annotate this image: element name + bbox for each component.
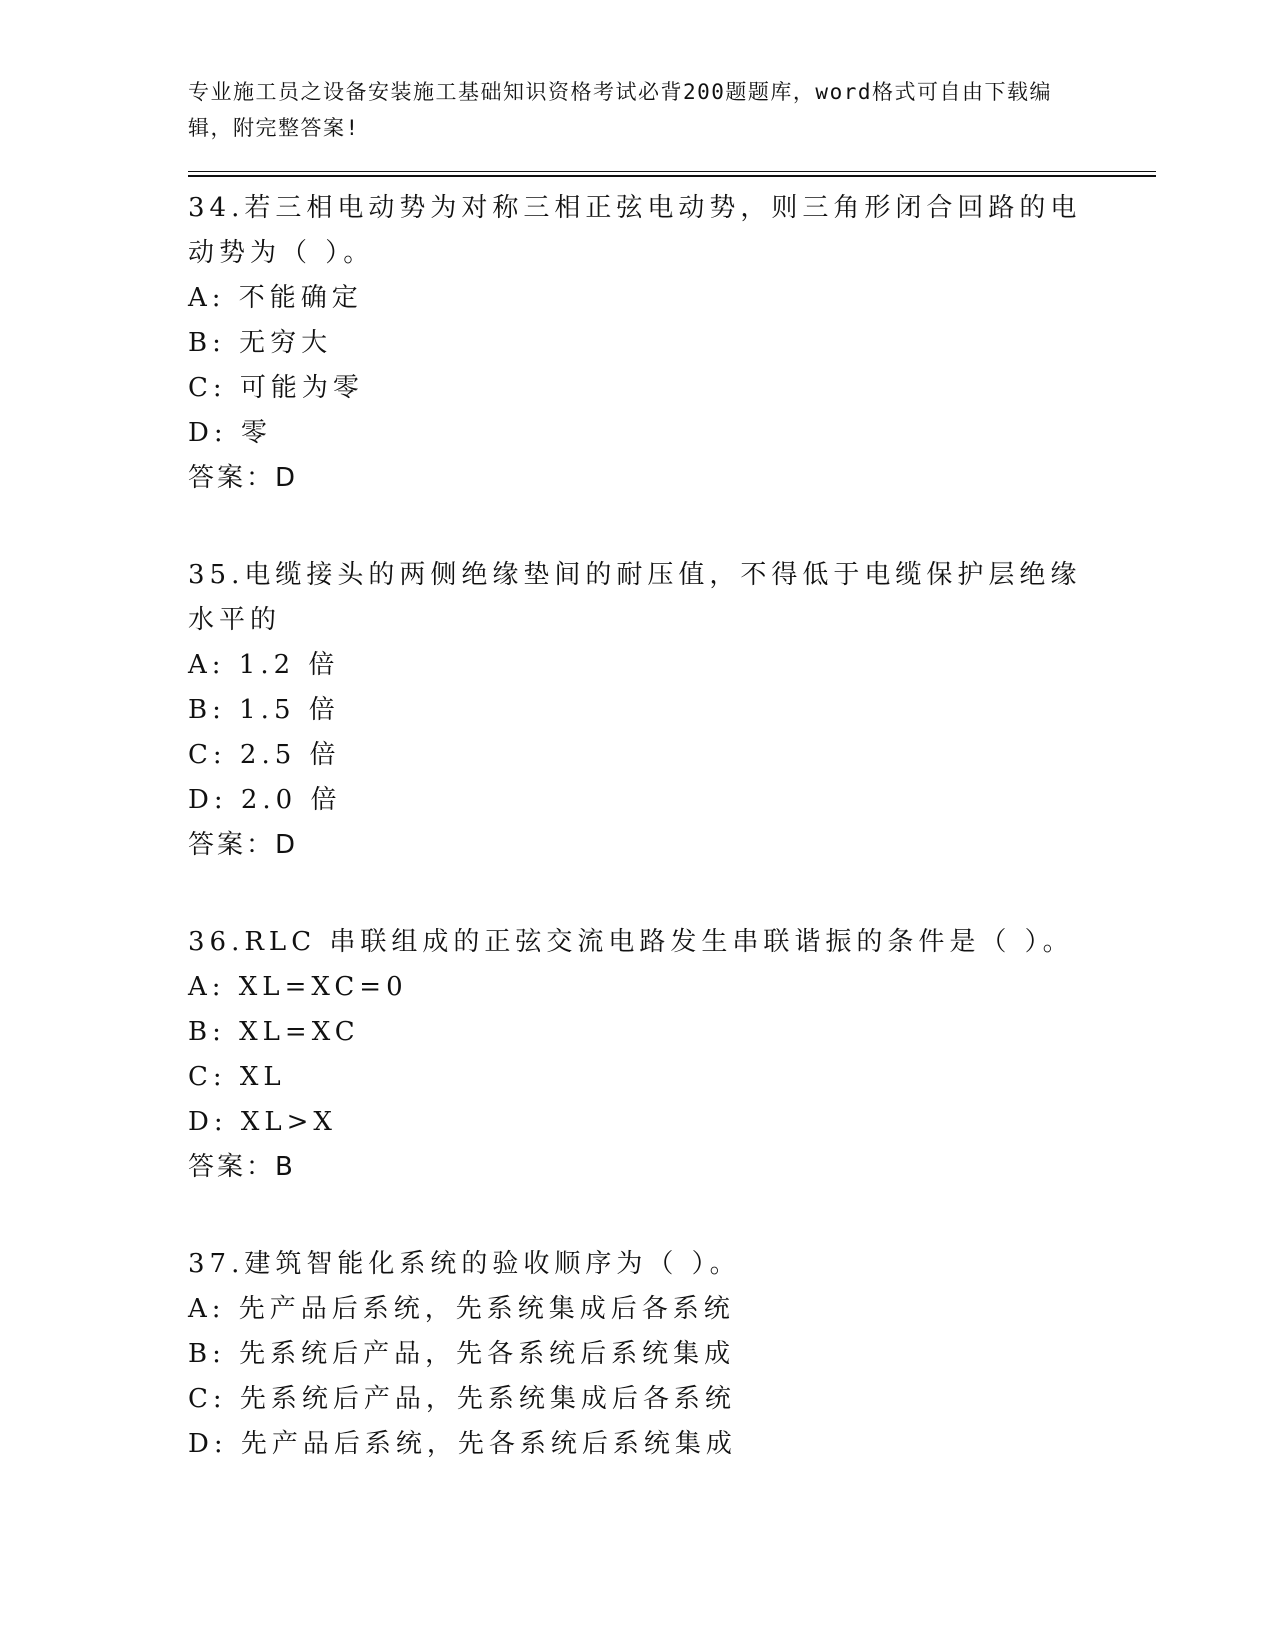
option-c: C: 2.5 倍 [188,740,341,770]
option-c: C: 先系统后产品，先系统集成后各系统 [188,1384,736,1414]
option-d: D: 2.0 倍 [188,785,342,815]
option-d: D: 先产品后系统，先各系统后系统集成 [188,1429,737,1459]
option-a: A: 先产品后系统，先系统集成后各系统 [188,1294,735,1324]
option-d: D: XL>X [188,1107,337,1137]
option-b: B: 无穷大 [188,328,333,358]
option-a: A: 不能确定 [188,283,363,313]
document-intro: 专业施工员之设备安装施工基础知识资格考试必背200题题库，word格式可自由下载编辑，附完整答案! [188,80,1052,140]
question-stem: 35.电缆接头的两侧绝缘垫间的耐压值，不得低于电缆保护层绝缘水平的 [188,560,1082,635]
option-c: C: XL [188,1062,286,1092]
question-stem: 34.若三相电动势为对称三相正弦电动势，则三角形闭合回路的电动势为（ ）。 [188,193,1082,268]
option-c: C: 可能为零 [188,373,364,403]
question-block [188,553,1088,868]
header-divider-thin [188,171,1156,172]
question-stem: 36.RLC 串联组成的正弦交流电路发生串联谐振的条件是（ ）。 [188,927,1074,957]
question-block [188,920,1088,1190]
option-a: A: XL=XC=0 [188,972,408,1002]
question-block [188,186,1088,501]
answer-label: 答案：D [188,830,299,860]
option-a: A: 1.2 倍 [188,650,340,680]
header-divider-thick [188,175,1156,177]
option-b: B: XL=XC [188,1017,360,1047]
question-stem: 37.建筑智能化系统的验收顺序为（ ）。 [188,1249,741,1279]
option-d: D: 零 [188,418,272,448]
question-list [188,186,1088,1467]
question-block [188,1242,1088,1467]
option-b: B: 1.5 倍 [188,695,340,725]
option-b: B: 先系统后产品，先各系统后系统集成 [188,1339,736,1369]
answer-label: 答案：D [188,463,299,493]
answer-label: 答案：B [188,1152,296,1182]
